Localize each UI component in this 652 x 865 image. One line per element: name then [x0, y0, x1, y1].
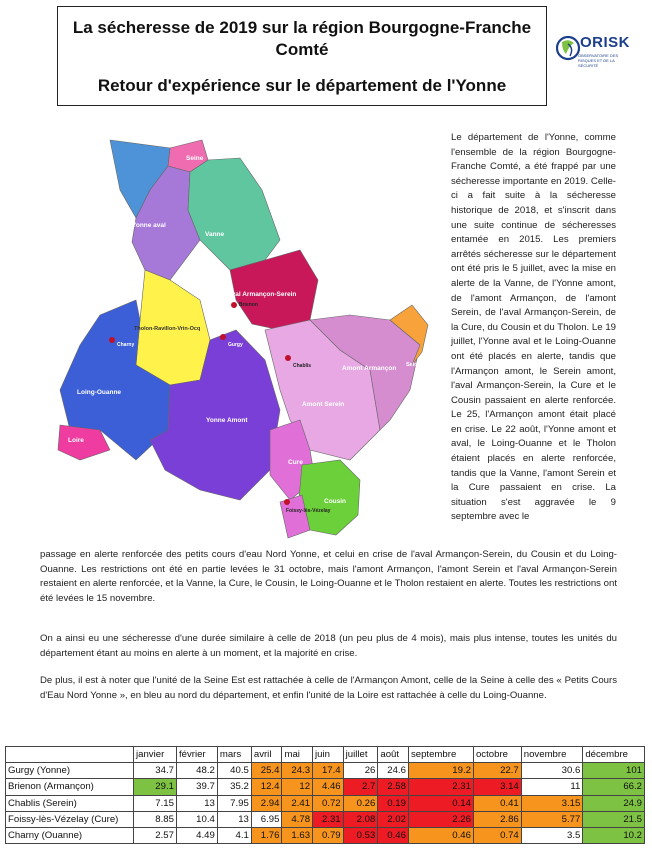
- flow-value-cell: 21.5: [583, 811, 645, 827]
- intro-paragraph: Le département de l'Yonne, comme l'ensemble de la région Bourgogne-Franche Comté, a été frappé par une sécheresse importante en 2019. Celle-ci a fait suite à la sécheresse historique de 2018, et s'inscrit dans une suite continue de sécheresses entamée en 2015. Les premiers arrêtés sécheresse sur le département ont été pris le 5 juillet, avec la mise en alerte de la Vanne, de l'Yonne amont, de l'amont Armançon, de l'amont Serein, de l'aval Armançon-Serein, de la Cure, du Cousin et du Tholon. Le 19 juillet, l'Yonne aval et le Loing-Ouanne ont été placés en alerte, tandis que l'Armançon amont, le Serein amont, l'aval Armançon-Serein, la Cure et le Cousin passaient en alerte renforcée. Le 25, l'Armançon amont était placé en crise. Le 22 août, l'Yonne amont et aval, le Loing-Ouanne et le Tholon étaient placés en alerte renforcée, tandis que la Vanne, l'amont Serein et la Cure passaient en crise. La situation s'est aggravée le 9 septembre avec le: [451, 132, 616, 523]
- table-header-row: [6, 747, 645, 763]
- station-charny: [109, 337, 115, 343]
- flow-value-cell: 2.26: [408, 811, 473, 827]
- flow-value-cell: 24.6: [378, 763, 409, 779]
- month-header: décembre: [583, 747, 645, 763]
- flow-value-cell: 22.7: [473, 763, 521, 779]
- flow-value-cell: 4.49: [176, 827, 217, 843]
- flow-value-cell: 0.72: [313, 795, 344, 811]
- table-row: [6, 827, 645, 843]
- flow-value-cell: 0.46: [408, 827, 473, 843]
- flow-value-cell: 66.2: [583, 779, 645, 795]
- map-label-brienon: Brienon: [239, 302, 258, 308]
- flow-value-cell: 2.08: [343, 811, 378, 827]
- flow-value-cell: 12: [282, 779, 313, 795]
- note-paragraph: De plus, il est à noter que l'unité de la Seine Est est rattachée à celle de l'Armançon Amont, celle de la Seine à celle des « Petits Cours d'Eau Nord Yonne », en bleu au nord du département, et enfin l'unité de la Loire est rattachée à celle du Loing-Ouanne.: [40, 675, 617, 701]
- title-line-3: Retour d'expérience sur le département de l'Yonne: [97, 76, 507, 95]
- map-label-loing-ouanne: Loing-Ouanne: [77, 389, 122, 396]
- flow-value-cell: 48.2: [176, 763, 217, 779]
- month-header: mai: [282, 747, 313, 763]
- flow-value-cell: 10.2: [583, 827, 645, 843]
- flow-value-cell: 2.02: [378, 811, 409, 827]
- continuation-paragraph: passage en alerte renforcée des petits cours d'eau Nord Yonne, et celui en crise de l'aval Armançon-Serein, du Cousin et du Loing-Ouanne. Les restrictions ont été en partie levées le 31 octobre, mais l'amont Armançon, l'amont Serein et l'aval Armançon-Serein restaient en alerte renforcée, et la Vanne, la Cure, le Cousin, le Loing-Ouanne et le Tholon restaient en alerte. Toutes les restrictions ont été levées le 15 novembre.: [40, 549, 617, 604]
- flow-value-cell: 7.95: [217, 795, 251, 811]
- flow-value-cell: 30.6: [521, 763, 583, 779]
- logo-subtitle: OBSERVATOIRE DES RISQUES ET DE LA SÉCURITÉ: [578, 53, 619, 68]
- logo-word: ORISK: [580, 34, 631, 51]
- title-line-1: La sécheresse de 2019 sur la région Bourgogne-Franche: [72, 18, 532, 37]
- station-chablis: [285, 355, 291, 361]
- title-line-2: Comté: [275, 40, 329, 59]
- flow-value-cell: 2.57: [134, 827, 177, 843]
- map-label-seine: Seine: [186, 155, 204, 162]
- map-label-cure: Cure: [288, 459, 303, 466]
- month-header: novembre: [521, 747, 583, 763]
- month-header: juin: [313, 747, 344, 763]
- table-row: [6, 779, 645, 795]
- month-header: avril: [251, 747, 282, 763]
- flow-value-cell: 2.31: [408, 779, 473, 795]
- flow-value-cell: 0.79: [313, 827, 344, 843]
- flow-value-cell: 0.14: [408, 795, 473, 811]
- month-header: mars: [217, 747, 251, 763]
- flow-value-cell: 3.5: [521, 827, 583, 843]
- table-row: [6, 763, 645, 779]
- flow-value-cell: 1.63: [282, 827, 313, 843]
- flow-value-cell: 7.15: [134, 795, 177, 811]
- map-label-cousin: Cousin: [324, 498, 347, 505]
- flow-value-cell: 12.4: [251, 779, 282, 795]
- station-gurgy: [220, 334, 226, 340]
- flow-value-cell: 2.58: [378, 779, 409, 795]
- month-header: juillet: [343, 747, 378, 763]
- flow-value-cell: 0.74: [473, 827, 521, 843]
- flow-value-cell: 29.1: [134, 779, 177, 795]
- flow-value-cell: 0.46: [378, 827, 409, 843]
- flow-value-cell: 25.4: [251, 763, 282, 779]
- summary-paragraph: On a ainsi eu une sécheresse d'une durée similaire à celle de 2018 (un peu plus de 4 mois), mais plus intense, toutes les unités du département étant au moins en alerte à un moment, et la majorité en crise.: [40, 633, 617, 659]
- flow-value-cell: 4.78: [282, 811, 313, 827]
- flow-value-cell: 35.2: [217, 779, 251, 795]
- flow-value-cell: 19.2: [408, 763, 473, 779]
- yonne-map: [40, 130, 440, 555]
- flow-value-cell: 3.14: [473, 779, 521, 795]
- flow-value-cell: 2.94: [251, 795, 282, 811]
- map-label-aval-armancon: aval Armançon-Serein: [228, 291, 297, 298]
- flow-value-cell: 13: [176, 795, 217, 811]
- month-header: octobre: [473, 747, 521, 763]
- map-label-yonne-amont: Yonne Amont: [206, 417, 248, 424]
- flow-value-cell: 4.46: [313, 779, 344, 795]
- table-row: [6, 811, 645, 827]
- table-row: [6, 795, 645, 811]
- flow-value-cell: 26: [343, 763, 378, 779]
- flow-table: [5, 746, 645, 844]
- map-label-chablis: Chablis: [293, 363, 312, 369]
- station-name: Foissy-lès-Vézelay (Cure): [6, 811, 134, 827]
- flow-value-cell: 34.7: [134, 763, 177, 779]
- map-label-tholon: Tholon-Ravillon-Vrin-Ocq: [134, 326, 201, 332]
- map-label-amont-serein: Amont Serein: [302, 401, 345, 408]
- flow-value-cell: 2.41: [282, 795, 313, 811]
- station-brienon: [231, 302, 237, 308]
- flow-value-cell: 0.19: [378, 795, 409, 811]
- flow-value-cell: 6.95: [251, 811, 282, 827]
- station-name: Chablis (Serein): [6, 795, 134, 811]
- map-label-loire: Loire: [68, 437, 84, 444]
- map-label-charny: Charny: [117, 342, 135, 348]
- station-name: Gurgy (Yonne): [6, 763, 134, 779]
- month-header: janvier: [134, 747, 177, 763]
- flow-value-cell: 2.86: [473, 811, 521, 827]
- month-header: février: [176, 747, 217, 763]
- station-foissy: [284, 499, 290, 505]
- zone-vanne: [188, 158, 280, 270]
- flow-value-cell: 4.1: [217, 827, 251, 843]
- flow-value-cell: 5.77: [521, 811, 583, 827]
- flow-value-cell: 24.9: [583, 795, 645, 811]
- station-name: Brienon (Armançon): [6, 779, 134, 795]
- flow-value-cell: 24.3: [282, 763, 313, 779]
- map-label-seine-est: Seine Est: [406, 362, 431, 368]
- flow-value-cell: 13: [217, 811, 251, 827]
- flow-value-cell: 101: [583, 763, 645, 779]
- flow-value-cell: 17.4: [313, 763, 344, 779]
- flow-value-cell: 10.4: [176, 811, 217, 827]
- table-corner: [6, 747, 134, 763]
- map-label-vanne: Vanne: [205, 231, 225, 238]
- month-header: septembre: [408, 747, 473, 763]
- month-header: août: [378, 747, 409, 763]
- flow-value-cell: 2.31: [313, 811, 344, 827]
- flow-value-cell: 39.7: [176, 779, 217, 795]
- flow-value-cell: 2.7: [343, 779, 378, 795]
- flow-value-cell: 0.41: [473, 795, 521, 811]
- map-label-amont-armancon: Amont Armançon: [342, 365, 397, 372]
- flow-value-cell: 0.53: [343, 827, 378, 843]
- flow-value-cell: 1.76: [251, 827, 282, 843]
- flow-value-cell: 0.26: [343, 795, 378, 811]
- map-label-gurgy: Gurgy: [228, 342, 243, 348]
- flow-value-cell: 3.15: [521, 795, 583, 811]
- flow-value-cell: 8.85: [134, 811, 177, 827]
- flow-value-cell: 40.5: [217, 763, 251, 779]
- station-name: Charny (Ouanne): [6, 827, 134, 843]
- map-label-yonne-aval: Yonne aval: [132, 222, 166, 229]
- flow-value-cell: 11: [521, 779, 583, 795]
- title-box: [57, 6, 547, 106]
- map-label-foissy: Foissy-lès-Vézelay: [286, 508, 331, 514]
